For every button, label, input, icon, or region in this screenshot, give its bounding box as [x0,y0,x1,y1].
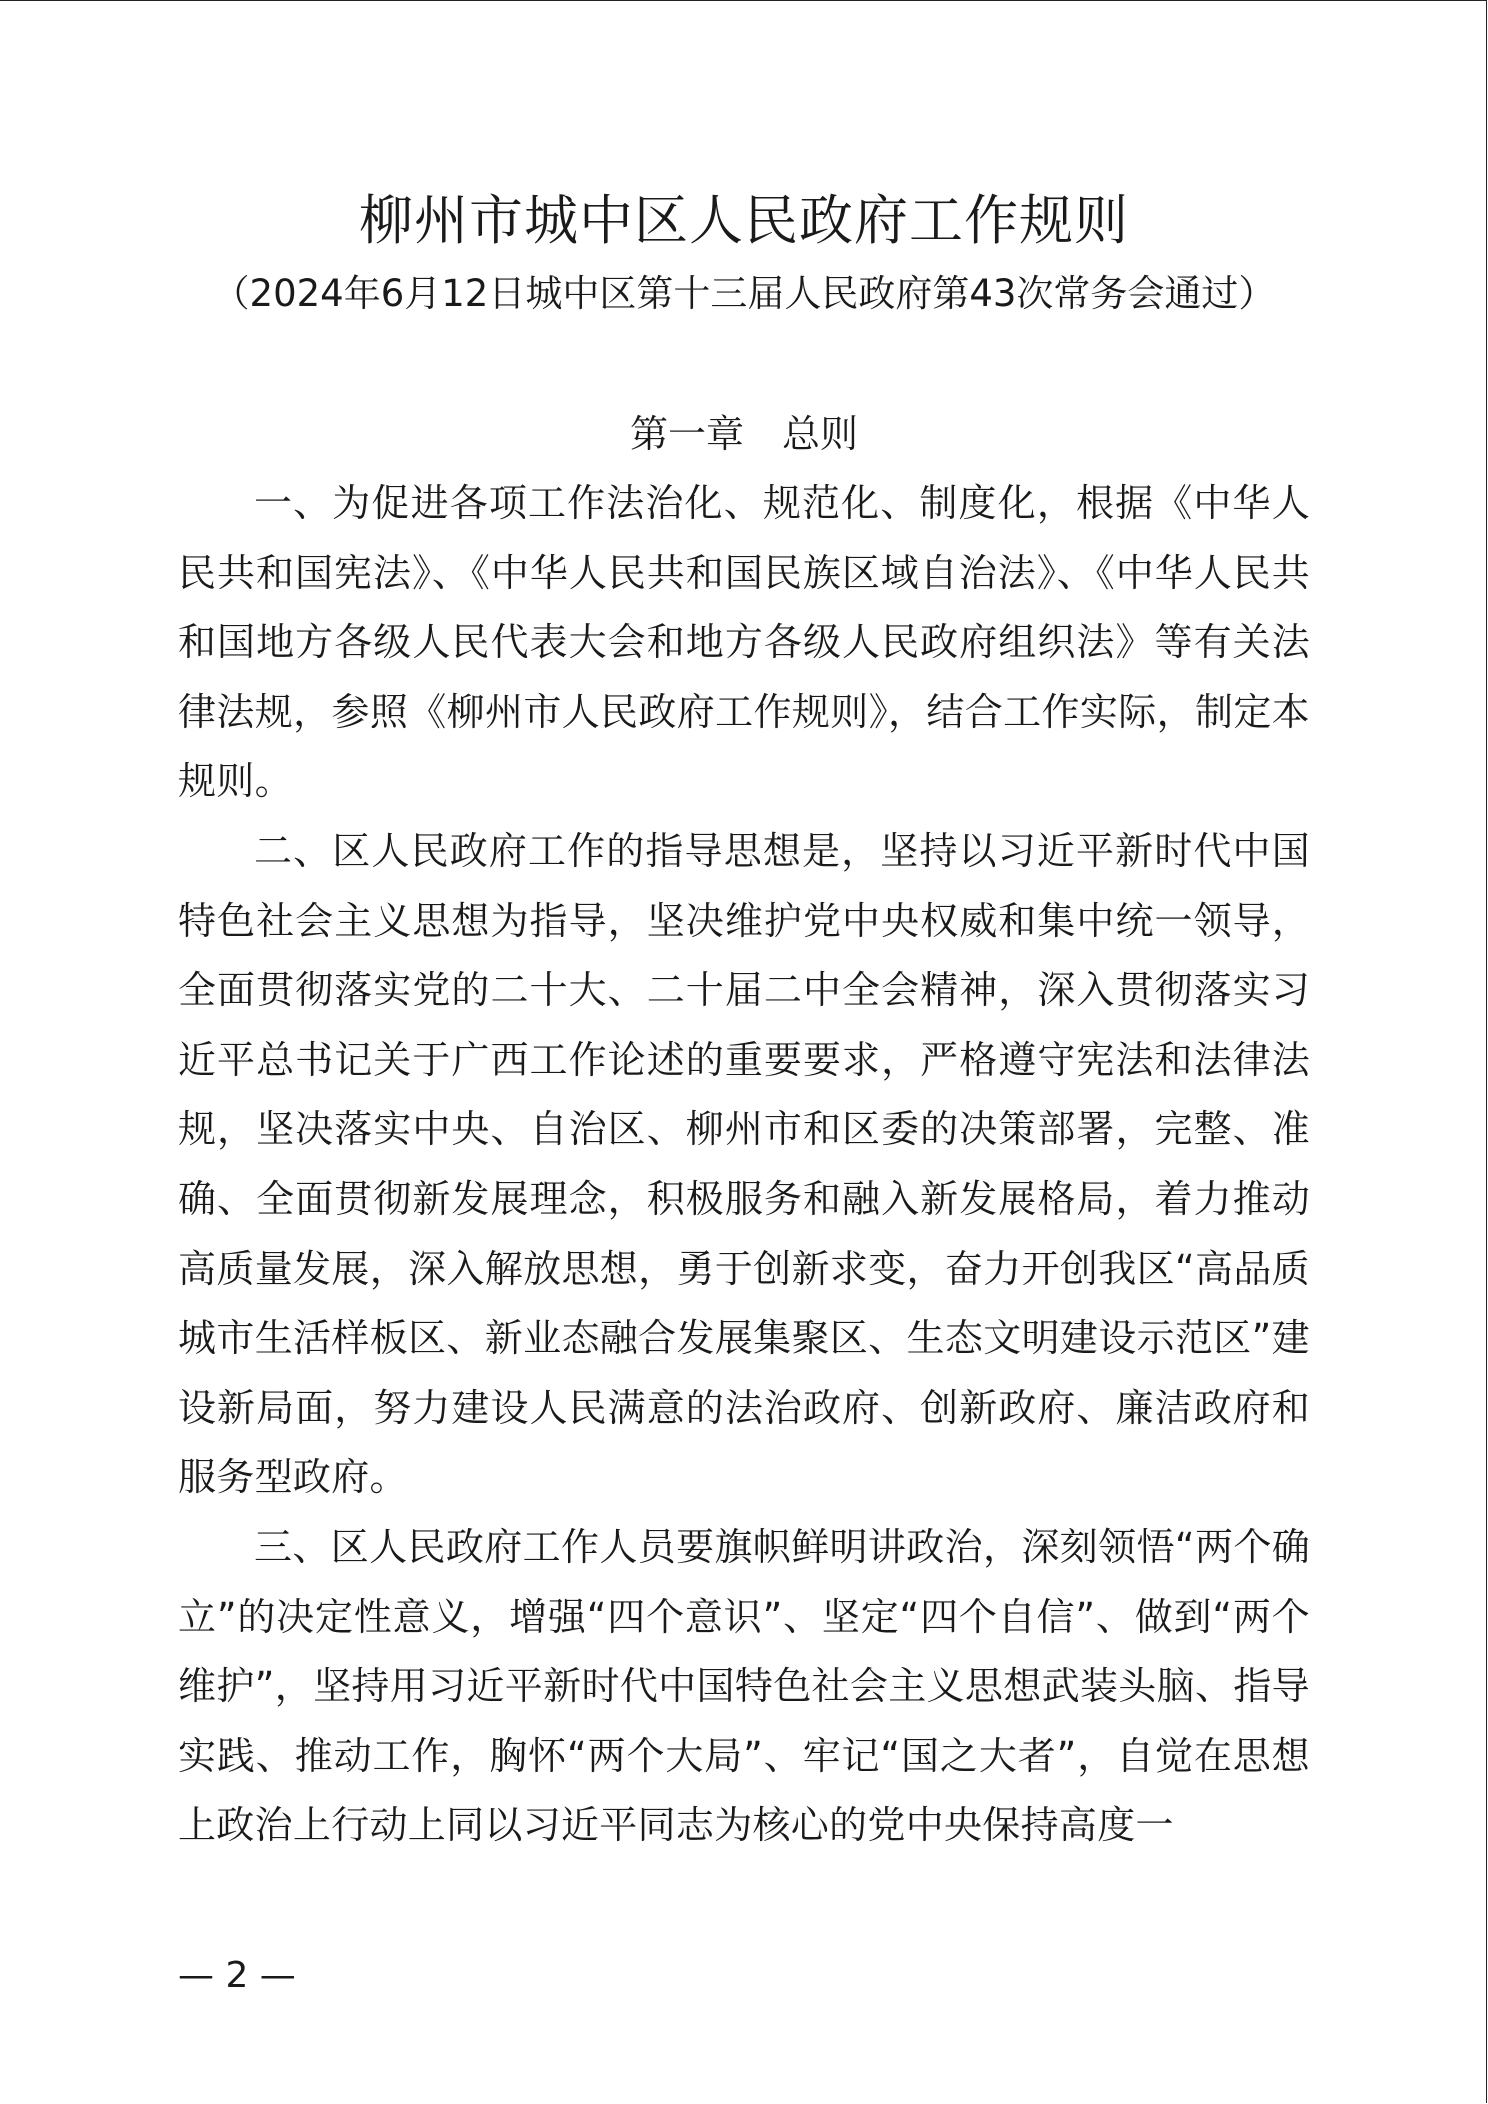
paragraph-2: 二、区人民政府工作的指导思想是，坚持以习近平新时代中国特色社会主义思想为指导，坚决维护党中央权威和集中统一领导，全面贯彻落实党的二十大、二十届二中全会精神，深入贯彻落实习近平总书记关于广西工作论述的重要要求，严格遵守宪法和法律法规，坚决落实中央、自治区、柳州市和区委的决策部署，完整、准确、全面贯彻新发展理念，积极服务和融入新发展格局，着力推动高质量发展，深入解放思想，勇于创新求变，奋力开创我区“高品质城市生活样板区、新业态融合发展集聚区、生态文明建设示范区”建设新局面，努力建设人民满意的法治政府、创新政府、廉洁政府和服务型政府。 [178,828,1310,1500]
chapter-heading: 第一章 总则 [629,412,858,456]
document-title: 柳州市城中区人民政府工作规则 [359,189,1129,252]
document-subtitle: （2024年6月12日城中区第十三届人民政府第43次常务会通过） [212,272,1276,315]
document-body [178,469,1310,1861]
paragraph-3: 三、区人民政府工作人员要旗帜鲜明讲政治，深刻领悟“两个确立”的决定性意义，增强“四个意识”、坚定“四个自信”、做到“两个维护”，坚持用习近平新时代中国特色社会主义思想武装头脑、指导实践、推动工作，胸怀“两个大局”、牢记“国之大者”，自觉在思想上政治上行动上同以习近平同志为核心的党中央保持高度一 [178,1524,1310,1848]
page-number: — 2 — [178,1955,296,1996]
paragraph-1: 一、为促进各项工作法治化、规范化、制度化，根据《中华人民共和国宪法》、《中华人民共和国民族区域自治法》、《中华人民共和国地方各级人民代表大会和地方各级人民政府组织法》等有关法律法规，参照《柳州市人民政府工作规则》，结合工作实际，制定本规则。 [178,481,1310,804]
